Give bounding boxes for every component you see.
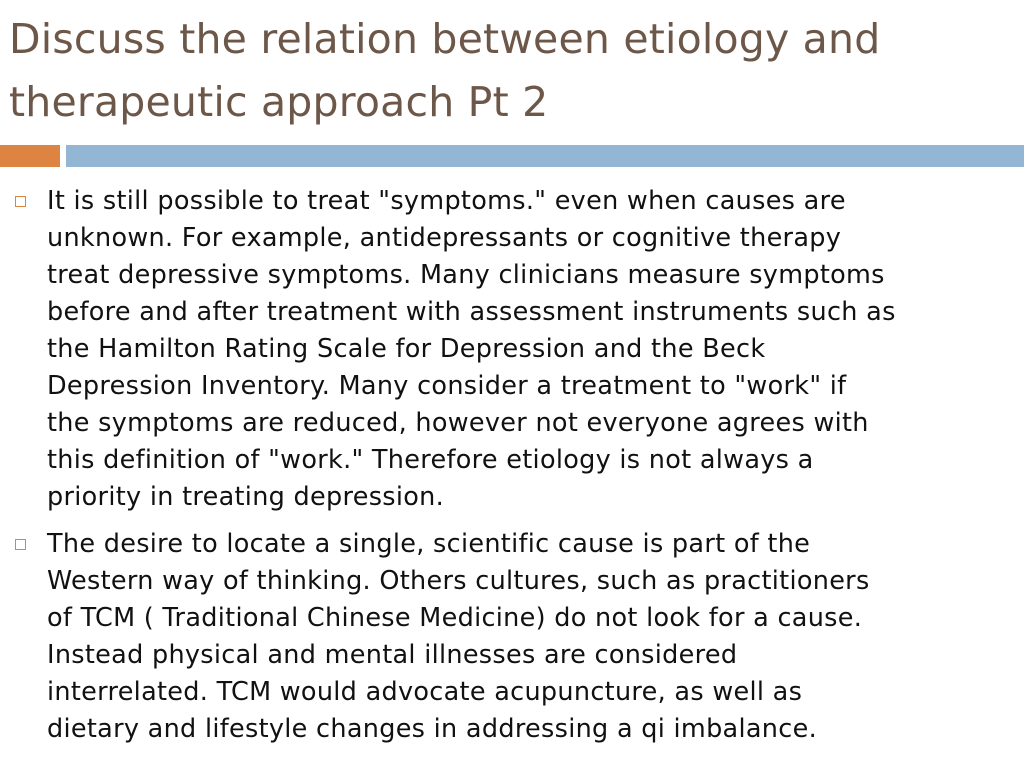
hollow-square-icon	[15, 539, 26, 550]
bullet-text-line: this definition of "work." Therefore etiology is not always a	[47, 445, 814, 475]
bullet-text-line: Instead physical and mental illnesses are considered	[47, 640, 738, 670]
accent-bar-blue	[66, 145, 1024, 167]
bullet-text-line: Depression Inventory. Many consider a treatment to "work" if	[47, 371, 847, 401]
bullet-text-line: before and after treatment with assessment instruments such as	[47, 297, 896, 327]
bullet-text-line: The desire to locate a single, scientific cause is part of the	[47, 529, 811, 559]
bullet-text-line: interrelated. TCM would advocate acupuncture, as well as	[47, 677, 803, 707]
bullet-text-line: unknown. For example, antidepressants or cognitive therapy	[47, 223, 842, 253]
slide-title	[9, 8, 1009, 134]
bullet-text-line: of TCM ( Traditional Chinese Medicine) do not look for a cause.	[47, 603, 863, 633]
bullet-text-line: It is still possible to treat "symptoms." even when causes are	[47, 186, 846, 216]
accent-bar-orange	[0, 145, 60, 167]
bullet-item	[0, 526, 1024, 748]
bullet-text-line: priority in treating depression.	[47, 482, 445, 512]
bullet-list	[0, 183, 1024, 758]
bullet-text-line: the Hamilton Rating Scale for Depression and the Beck	[47, 334, 766, 364]
bullet-text-line: Western way of thinking. Others cultures, such as practitioners	[47, 566, 870, 596]
slide-title-line: therapeutic approach Pt 2	[9, 78, 549, 126]
bullet-text-line: dietary and lifestyle changes in addressing a qi imbalance.	[47, 714, 817, 744]
bullet-text-line: treat depressive symptoms. Many clinicians measure symptoms	[47, 260, 885, 290]
hollow-square-icon	[15, 196, 26, 207]
slide-title-line: Discuss the relation between etiology and	[9, 15, 881, 63]
bullet-text-line: the symptoms are reduced, however not everyone agrees with	[47, 408, 869, 438]
bullet-item	[0, 183, 1024, 516]
